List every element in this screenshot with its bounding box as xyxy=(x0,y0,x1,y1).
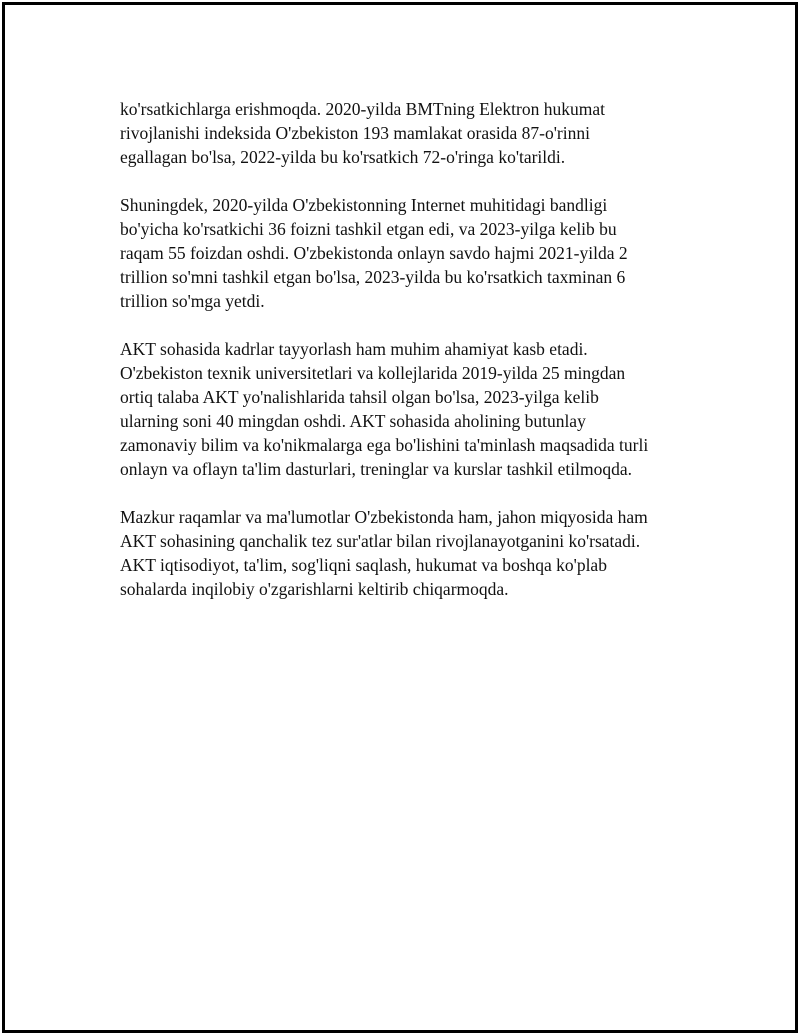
text-line: bo'yicha ko'rsatkichi 36 foizni tashkil etgan edi, va 2023-yilga kelib bu xyxy=(120,219,617,239)
paragraph-2 xyxy=(120,193,700,313)
text-line: trillion so'mga yetdi. xyxy=(120,291,265,311)
text-line: AKT sohasining qanchalik tez sur'atlar bilan rivojlanayotganini ko'rsatadi. xyxy=(120,531,641,551)
text-line: onlayn va oflayn ta'lim dasturlari, treninglar va kurslar tashkil etilmoqda. xyxy=(120,459,632,479)
document-body xyxy=(120,97,700,625)
text-line: Mazkur raqamlar va ma'lumotlar O'zbekistonda ham, jahon miqyosida ham xyxy=(120,507,648,527)
text-line: Shuningdek, 2020-yilda O'zbekistonning Internet muhitidagi bandligi xyxy=(120,195,608,215)
text-line: ortiq talaba AKT yo'nalishlarida tahsil olgan bo'lsa, 2023-yilga kelib xyxy=(120,387,599,407)
text-line: rivojlanishi indeksida O'zbekiston 193 mamlakat orasida 87-o'rinni xyxy=(120,123,590,143)
text-line: raqam 55 foizdan oshdi. O'zbekistonda onlayn savdo hajmi 2021-yilda 2 xyxy=(120,243,628,263)
text-line: ko'rsatkichlarga erishmoqda. 2020-yilda BMTning Elektron hukumat xyxy=(120,99,605,119)
text-line: ularning soni 40 mingdan oshdi. AKT sohasida aholining butunlay xyxy=(120,411,586,431)
text-line: sohalarda inqilobiy o'zgarishlarni keltirib chiqarmoqda. xyxy=(120,579,509,599)
document-page xyxy=(2,2,798,1033)
text-line: egallagan bo'lsa, 2022-yilda bu ko'rsatkich 72-o'ringa ko'tarildi. xyxy=(120,147,566,167)
text-line: AKT sohasida kadrlar tayyorlash ham muhim ahamiyat kasb etadi. xyxy=(120,339,588,359)
text-line: trillion so'mni tashkil etgan bo'lsa, 2023-yilda bu ko'rsatkich taxminan 6 xyxy=(120,267,626,287)
paragraph-4 xyxy=(120,505,700,601)
text-line: O'zbekiston texnik universitetlari va kollejlarida 2019-yilda 25 mingdan xyxy=(120,363,626,383)
paragraph-1 xyxy=(120,97,700,169)
text-line: AKT iqtisodiyot, ta'lim, sog'liqni saqlash, hukumat va boshqa ko'plab xyxy=(120,555,607,575)
text-line: zamonaviy bilim va ko'nikmalarga ega bo'lishini ta'minlash maqsadida turli xyxy=(120,435,649,455)
paragraph-3 xyxy=(120,337,700,481)
